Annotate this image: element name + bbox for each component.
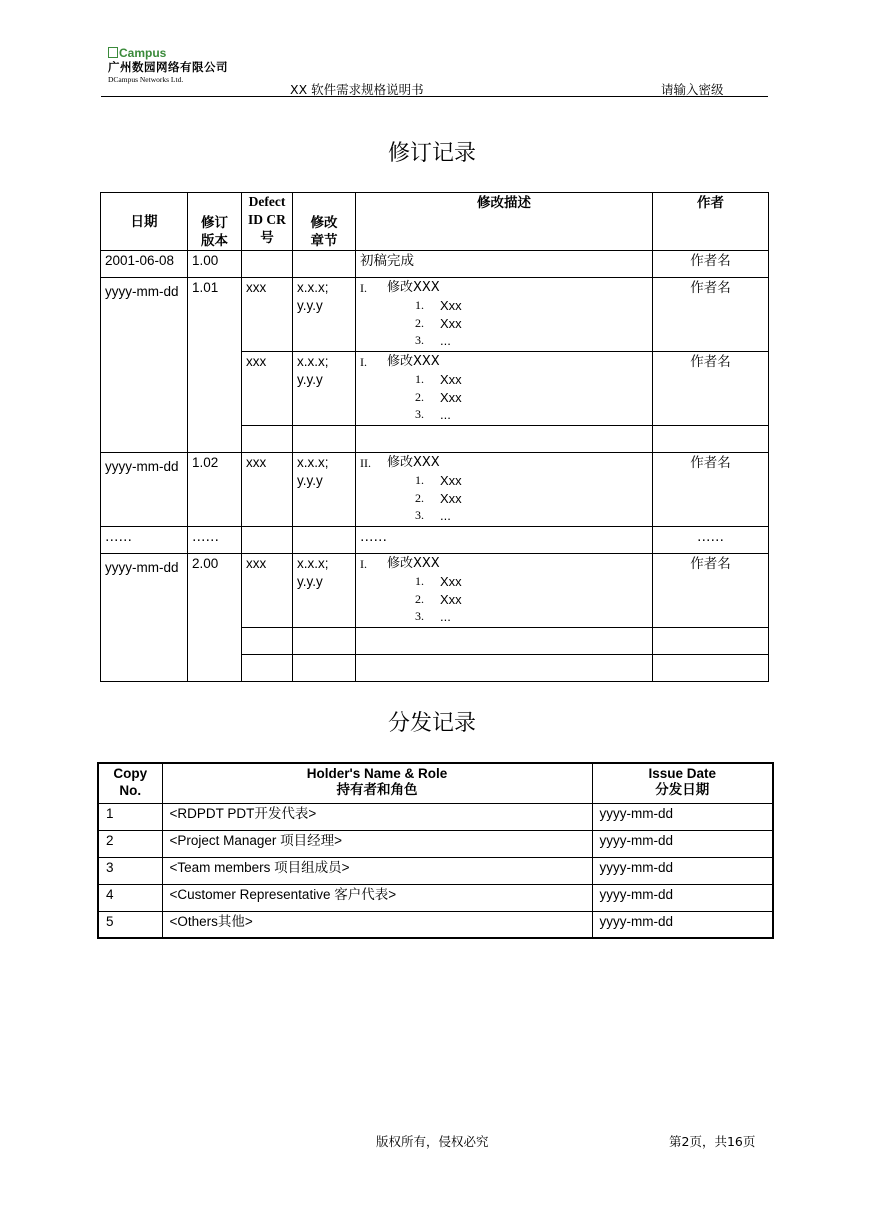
revision-header-row — [101, 193, 769, 251]
cell-issue-date: yyyy-mm-dd — [592, 884, 773, 911]
list-item: 3. ... — [415, 508, 451, 523]
header-divider — [101, 96, 768, 97]
cell-desc — [356, 554, 653, 628]
col-section-header: 修改章节 — [293, 193, 356, 251]
cell-section: x.x.x; y.y.y — [293, 453, 356, 527]
footer-copyright: 版权所有，侵权必究 — [376, 1134, 489, 1149]
cell-author: 作者名 — [653, 251, 769, 278]
table-row — [98, 830, 773, 857]
distribution-header-row — [98, 763, 773, 803]
cell-holder: <Project Manager 项目经理> — [162, 830, 592, 857]
cell-desc: …… — [356, 527, 653, 554]
list-item: 3. ... — [415, 407, 451, 422]
header-security-level: 请输入密级 — [661, 82, 724, 97]
cell-issue-date: yyyy-mm-dd — [592, 911, 773, 938]
list-item: I. 修改XXX — [360, 556, 440, 571]
cell-section — [293, 527, 356, 554]
list-item: 3. ... — [415, 609, 451, 624]
cell-issue-date: yyyy-mm-dd — [592, 857, 773, 884]
cell-author: …… — [653, 527, 769, 554]
cell-author: 作者名 — [653, 278, 769, 352]
cell-defect: xxx — [242, 352, 293, 426]
list-item: 1. Xxx — [415, 574, 462, 589]
cell-author — [653, 426, 769, 453]
cell-desc: 初稿完成 — [356, 251, 653, 278]
logo-d-icon — [108, 47, 118, 58]
cell-desc — [356, 278, 653, 352]
table-row — [98, 884, 773, 911]
company-logo — [108, 46, 288, 84]
col-desc-header: 修改描述 — [356, 193, 653, 251]
logo-mark-text: Campus — [119, 46, 167, 60]
list-item: 1. Xxx — [415, 298, 462, 313]
table-row — [98, 803, 773, 830]
cell-copy-no: 2 — [98, 830, 162, 857]
cell-defect — [242, 628, 293, 655]
cell-defect — [242, 426, 293, 453]
cell-date: yyyy-mm-dd — [101, 278, 188, 453]
cell-section: x.x.x; y.y.y — [293, 554, 356, 628]
list-item: 2. Xxx — [415, 315, 462, 331]
cell-desc — [356, 352, 653, 426]
distribution-table — [97, 762, 774, 939]
cell-defect — [242, 655, 293, 682]
cell-defect: xxx — [242, 453, 293, 527]
cell-copy-no: 1 — [98, 803, 162, 830]
cell-holder: <Customer Representative 客户代表> — [162, 884, 592, 911]
cell-section — [293, 251, 356, 278]
list-item: 2. Xxx — [415, 591, 462, 607]
table-row — [101, 278, 769, 352]
cell-date: 2001-06-08 — [101, 251, 188, 278]
table-row — [101, 554, 769, 628]
cell-copy-no: 5 — [98, 911, 162, 938]
cell-version: 2.00 — [188, 554, 242, 682]
table-row — [101, 527, 769, 554]
col-defect-header: Defect ID CR号 — [242, 193, 293, 251]
cell-version: …… — [188, 527, 242, 554]
list-item: 2. Xxx — [415, 490, 462, 506]
table-row — [98, 911, 773, 938]
list-item: 1. Xxx — [415, 473, 462, 488]
cell-holder: <RDPDT PDT开发代表> — [162, 803, 592, 830]
col-author-header: 作者 — [653, 193, 769, 251]
cell-section — [293, 628, 356, 655]
cell-version: 1.00 — [188, 251, 242, 278]
cell-version: 1.01 — [188, 278, 242, 453]
cell-holder: <Team members 项目组成员> — [162, 857, 592, 884]
cell-desc — [356, 453, 653, 527]
header-doc-title: XX 软件需求规格说明书 — [290, 82, 424, 97]
cell-date: yyyy-mm-dd — [101, 554, 188, 682]
cell-author: 作者名 — [653, 352, 769, 426]
cell-desc — [356, 426, 653, 453]
cell-copy-no: 3 — [98, 857, 162, 884]
logo-company-en: DCampus Networks Ltd. — [108, 75, 184, 84]
cell-defect: xxx — [242, 278, 293, 352]
table-row — [98, 857, 773, 884]
cell-section: x.x.x; y.y.y — [293, 352, 356, 426]
cell-desc — [356, 628, 653, 655]
col-issue-date-header: Issue Date 分发日期 — [592, 763, 773, 803]
list-item: I. 修改XXX — [360, 354, 440, 369]
footer-page-number: 第2页，共16页 — [669, 1134, 756, 1149]
cell-section — [293, 655, 356, 682]
cell-defect — [242, 251, 293, 278]
revision-table — [100, 192, 769, 682]
table-row — [101, 453, 769, 527]
logo-company-cn: 广州数园网络有限公司 — [108, 60, 228, 74]
cell-author: 作者名 — [653, 453, 769, 527]
list-item: I. 修改XXX — [360, 280, 440, 295]
cell-issue-date: yyyy-mm-dd — [592, 830, 773, 857]
cell-copy-no: 4 — [98, 884, 162, 911]
cell-date: …… — [101, 527, 188, 554]
list-item: 3. ... — [415, 333, 451, 348]
distribution-title: 分发记录 — [388, 711, 477, 736]
list-item: 1. Xxx — [415, 372, 462, 387]
cell-holder: <Others其他> — [162, 911, 592, 938]
revision-title: 修订记录 — [388, 141, 477, 166]
cell-version: 1.02 — [188, 453, 242, 527]
cell-desc — [356, 655, 653, 682]
cell-section: x.x.x; y.y.y — [293, 278, 356, 352]
cell-author — [653, 628, 769, 655]
cell-author — [653, 655, 769, 682]
cell-author: 作者名 — [653, 554, 769, 628]
table-row — [101, 251, 769, 278]
col-date-header: 日期 — [101, 193, 188, 251]
cell-section — [293, 426, 356, 453]
col-holder-header: Holder's Name & Role 持有者和角色 — [162, 763, 592, 803]
cell-date: yyyy-mm-dd — [101, 453, 188, 527]
col-version-header: 修订版本 — [188, 193, 242, 251]
list-item: 2. Xxx — [415, 389, 462, 405]
cell-defect: xxx — [242, 554, 293, 628]
col-copy-header: Copy No. — [98, 763, 162, 803]
list-item: II. 修改XXX — [360, 455, 440, 470]
cell-defect — [242, 527, 293, 554]
cell-issue-date: yyyy-mm-dd — [592, 803, 773, 830]
